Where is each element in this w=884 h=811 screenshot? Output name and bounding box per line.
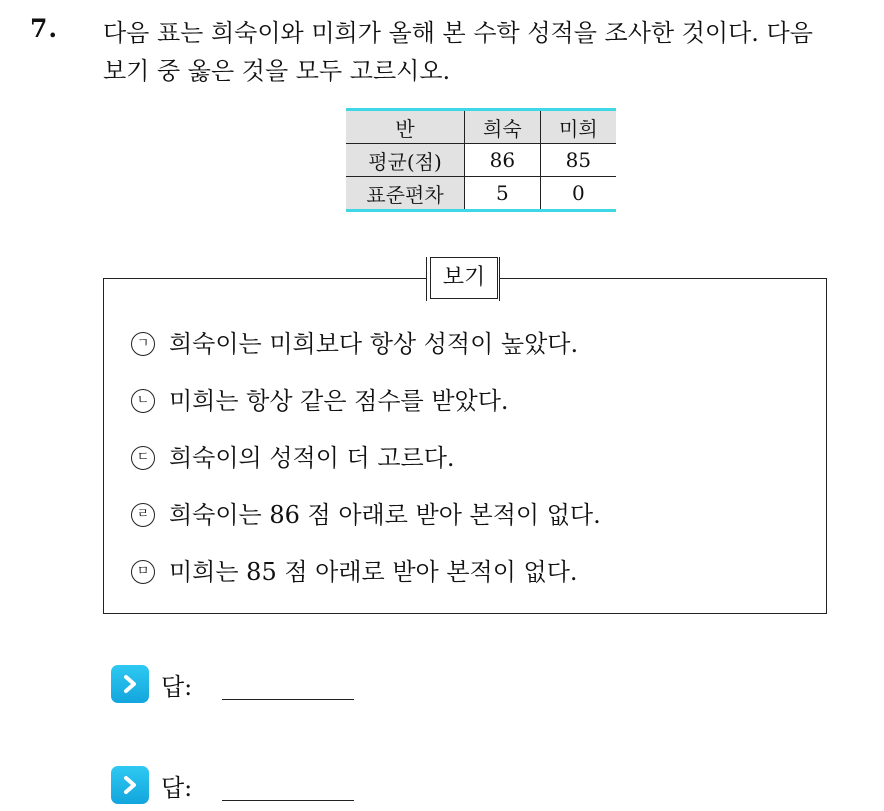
table-row <box>346 144 616 177</box>
table-header-cell: 희숙 <box>465 110 541 144</box>
option-mark: ㄹ <box>131 503 155 527</box>
option-item <box>131 500 601 530</box>
table-cell: 평균(점) <box>346 144 465 177</box>
table-row <box>346 177 616 211</box>
answer-row <box>111 766 354 804</box>
table-cell: 표준편차 <box>346 177 465 211</box>
table-cell: 86 <box>465 144 541 177</box>
chevron-right-icon <box>111 665 149 703</box>
option-mark: ㄱ <box>131 332 155 356</box>
answer-label: 답: <box>161 773 193 802</box>
option-mark: ㅁ <box>131 560 155 584</box>
option-mark: ㄷ <box>131 446 155 470</box>
bogi-title: 보기 <box>430 257 498 299</box>
answer-blank[interactable] <box>222 699 354 700</box>
answer-blank[interactable] <box>222 800 354 801</box>
option-text: 미희는 항상 같은 점수를 받았다. <box>169 387 509 415</box>
option-text: 미희는 85 점 아래로 받아 본적이 없다. <box>169 558 578 586</box>
option-text: 희숙이의 성적이 더 고르다. <box>169 444 455 472</box>
question-text <box>103 14 873 90</box>
table-header-cell: 반 <box>346 110 465 144</box>
question-number: 7. <box>30 14 59 43</box>
answer-label: 답: <box>161 672 193 701</box>
table-cell: 85 <box>540 144 616 177</box>
option-mark: ㄴ <box>131 389 155 413</box>
option-item <box>131 329 578 359</box>
option-text: 희숙이는 미희보다 항상 성적이 높았다. <box>169 330 579 358</box>
option-text: 희숙이는 86 점 아래로 받아 본적이 없다. <box>169 501 601 529</box>
table-cell: 5 <box>465 177 541 211</box>
table-cell: 0 <box>540 177 616 211</box>
table-header-cell: 미희 <box>540 110 616 144</box>
option-item <box>131 443 455 473</box>
chevron-right-icon <box>111 766 149 804</box>
answer-row <box>111 665 354 703</box>
option-item <box>131 557 578 587</box>
option-item <box>131 386 509 416</box>
table-header-row <box>346 110 616 144</box>
question-line-2: 보기 중 옳은 것을 모두 고르시오. <box>103 57 451 85</box>
score-table <box>346 108 616 212</box>
question-line-1: 다음 표는 희숙이와 미희가 올해 본 수학 성적을 조사한 것이다. 다음 <box>103 19 813 47</box>
